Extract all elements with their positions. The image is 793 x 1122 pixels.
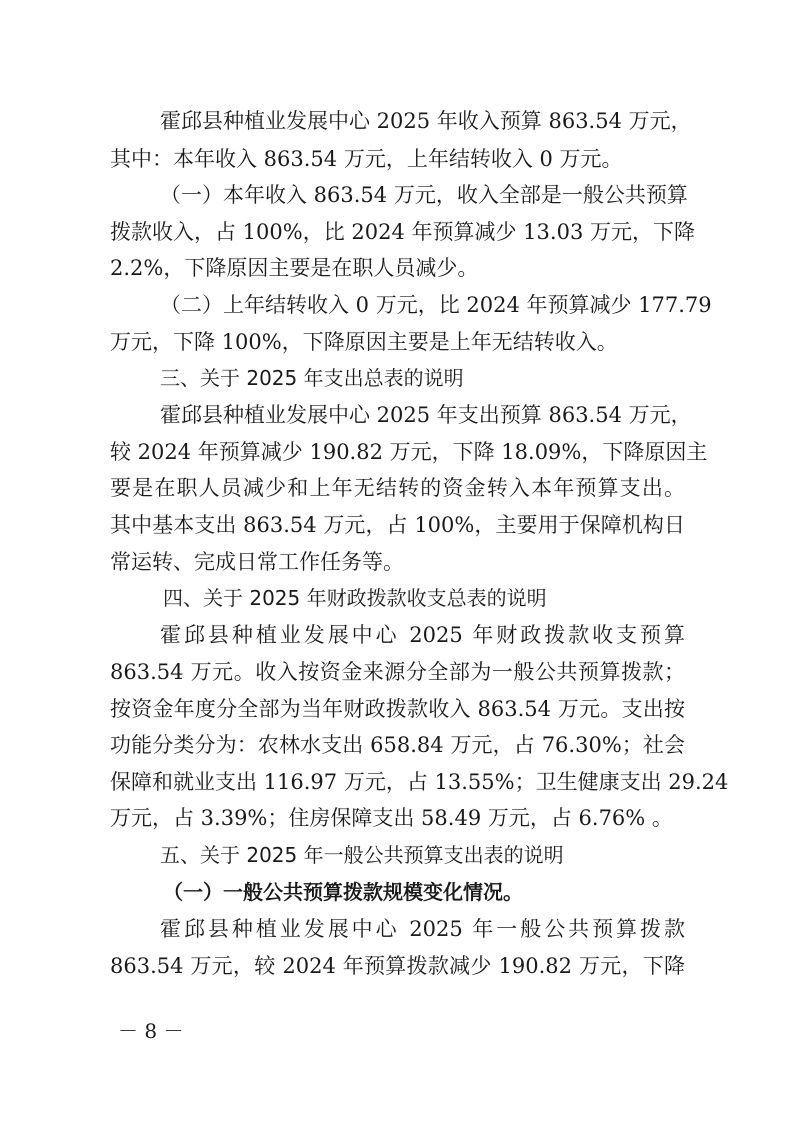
section-5-heading: 五、关于 2025 年一般公共预算支出表的说明 [160, 843, 564, 867]
income-current-line-2: 拨款收入，占 100%，比 2024 年预算减少 13.03 万元，下降 [110, 220, 695, 244]
income-intro-line-1: 霍邱县种植业发展中心 2025 年收入预算 863.54 万元， [160, 109, 692, 133]
section-3-heading: 三、关于 2025 年支出总表的说明 [160, 366, 464, 390]
section-3-line-2: 较 2024 年预算减少 190.82 万元，下降 18.09%，下降原因主 [110, 440, 708, 464]
section-3-line-5: 常运转、完成日常工作任务等。 [110, 550, 404, 574]
income-current-line-1: （一）本年收入 863.54 万元，收入全部是一般公共预算 [160, 183, 688, 207]
section-4-line-6: 万元，占 3.39%；住房保障支出 58.49 万元，占 6.76% 。 [110, 806, 673, 830]
section-3-line-3: 要是在职人员减少和上年无结转的资金转入本年预算支出。 [110, 476, 685, 500]
section-3-line-4: 其中基本支出 863.54 万元，占 100%，主要用于保障机构日 [110, 513, 685, 537]
income-carryover-line-1: （二）上年结转收入 0 万元，比 2024 年预算减少 177.79 [160, 293, 712, 317]
page-number: － 8 － [118, 1019, 184, 1043]
section-4-line-4: 功能分类分为：农林水支出 658.84 万元，占 76.30%；社会 [110, 733, 685, 757]
section-4-line-5: 保障和就业支出 116.97 万元，占 13.55%；卫生健康支出 29.24 [110, 770, 729, 794]
section-3-line-1: 霍邱县种植业发展中心 2025 年支出预算 863.54 万元， [160, 403, 692, 427]
income-current-line-3: 2.2%，下降原因主要是在职人员减少。 [110, 256, 479, 280]
income-carryover-line-2: 万元，下降 100%，下降原因主要是上年无结转收入。 [110, 330, 618, 354]
income-intro-line-2: 其中：本年收入 863.54 万元，上年结转收入 0 万元。 [110, 147, 623, 171]
section-4-heading: 四、关于 2025 年财政拨款收支总表的说明 [163, 586, 547, 610]
section-5-line-1: 霍邱县种植业发展中心 2025 年一般公共预算拨款 [160, 917, 685, 941]
section-4-line-1: 霍邱县种植业发展中心 2025 年财政拨款收支预算 [160, 623, 685, 647]
section-5-line-2: 863.54 万元，较 2024 年预算拨款减少 190.82 万元，下降 [110, 954, 685, 978]
section-4-line-3: 按资金年度分全部为当年财政拨款收入 863.54 万元。支出按 [110, 697, 685, 721]
section-5-subheading: （一）一般公共预算拨款规模变化情况。 [163, 880, 523, 904]
section-4-line-2: 863.54 万元。收入按资金来源分全部为一般公共预算拨款； [110, 660, 685, 684]
